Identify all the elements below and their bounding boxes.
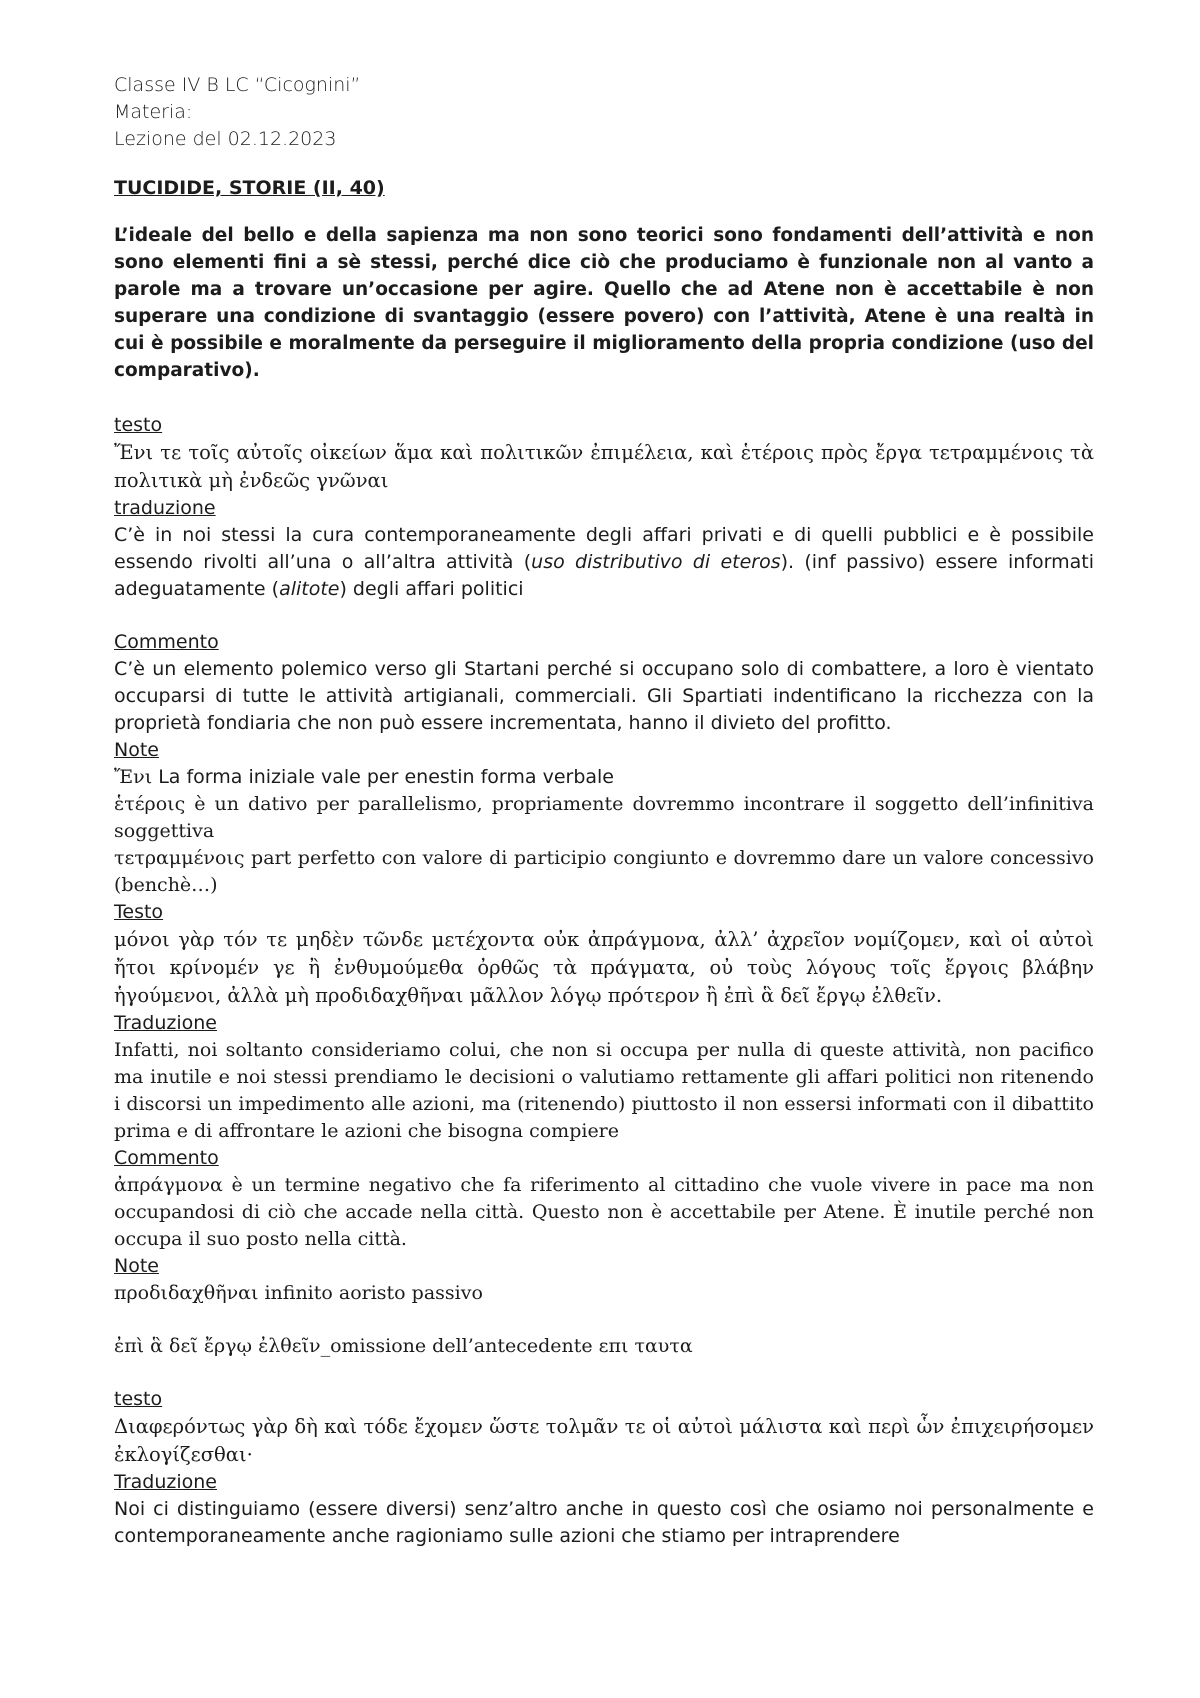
header-class: Classe IV B LC “Cicognini” <box>114 74 361 96</box>
label-notes: Note <box>114 739 159 761</box>
document-title: TUCIDIDE, STORIE (II, 40) <box>114 177 385 199</box>
note-line: προδιδαχθῆναι infinito aoristo passivo <box>114 1282 483 1304</box>
note-line <box>114 845 1094 899</box>
note-greek-word: τετραμμένοις <box>114 847 245 869</box>
label-text: Testo <box>114 901 164 923</box>
section-2 <box>114 899 1094 1386</box>
label-comment: Commento <box>114 1147 219 1169</box>
translation-italic: alitote <box>279 578 340 600</box>
label-translation: Traduzione <box>114 1471 217 1493</box>
translation-part: ). (inf passivo) essere informati adeguatamente ( <box>114 551 1094 600</box>
greek-text: Διαφερόντως γὰρ δὴ καὶ τόδε ἔχομεν ὥστε τολμᾶν τε οἱ αὐτοὶ μάλιστα καὶ περὶ ὧν ἐπιχειρήσομεν ἐκλογίζεσθαι· <box>114 1415 1094 1466</box>
label-translation: Traduzione <box>114 1012 217 1034</box>
translation-paragraph <box>114 522 1094 603</box>
note-line <box>114 764 1094 791</box>
translation-part: ) degli affari politici <box>339 578 524 600</box>
note-line: ἐπὶ ἃ δεῖ ἔργῳ ἐλθεῖν_omissione dell’antecedente επι ταυτα <box>114 1335 693 1357</box>
section-1 <box>114 412 1094 899</box>
note-greek-word: Ἔνι <box>114 766 153 788</box>
label-translation: traduzione <box>114 497 216 519</box>
intro-paragraph: L’ideale del bello e della sapienza ma non sono teorici sono fondamenti dell’attività e non sono elementi fini a sè stessi, perché dice ciò che produciamo è funzionale non al vanto a parole ma a trovare un’occasione per agire. Quello che ad Atene non è accettabile è non superare una condizione di svantaggio (essere povero) con l’attività, Atene è una realtà in cui è possibile e moralmente da perseguire il miglioramento della propria condizione (uso del comparativo). <box>114 225 1094 381</box>
comment-paragraph: ἀπράγμονα è un termine negativo che fa riferimento al cittadino che vuole vivere in pace ma non occupandosi di ciò che accade nella città. Questo non è accettabile per Atene. È inutile perché non occupa il suo posto nella città. <box>114 1174 1094 1250</box>
note-text: La forma iniziale vale per enestin forma verbale <box>152 766 614 788</box>
note-line: ἑτέροις è un dativo per parallelismo, propriamente dovremmo incontrare il soggetto dell’infinitiva soggettiva <box>114 793 1094 842</box>
label-text: testo <box>114 414 163 436</box>
translation-part: C’è in noi stessi la cura contemporaneamente degli affari privati e di quelli pubblici e è possibile essendo rivolti all’una o all’altra attività ( <box>114 524 1094 573</box>
greek-text: μόνοι γὰρ τόν τε μηδὲν τῶνδε μετέχοντα οὐκ ἀπράγμονα, ἀλλ’ ἀχρεῖον νομίζομεν, καὶ οἱ αὐτοὶ ἤτοι κρίνομέν γε ἢ ἐνθυμούμεθα ὀρθῶς τὰ πράγματα, οὐ τοὺς λόγους τοῖς ἔργοις βλάβην ἡγούμενοι, ἀλλὰ μὴ προδιδαχθῆναι μᾶλλον λόγῳ πρότερον ἢ ἐπὶ ἃ δεῖ ἔργῳ ἐλθεῖν. <box>114 928 1094 1007</box>
note-text: part perfetto con valore di participio congiunto e dovremmo dare un valore concessivo (benchè…) <box>114 847 1094 896</box>
label-text: testo <box>114 1388 163 1410</box>
section-3 <box>114 1386 1094 1550</box>
document-header <box>114 72 1094 153</box>
translation-italic: uso distributivo di eteros <box>531 551 781 573</box>
header-lesson-date: Lezione del 02.12.2023 <box>114 128 337 150</box>
greek-text: Ἔνι τε τοῖς αὐτοῖς οἰκείων ἅμα καὶ πολιτικῶν ἐπιμέλεια, καὶ ἑτέροις πρὸς ἔργα τετραμμένοις τὰ πολιτικὰ μὴ ἐνδεῶς γνῶναι <box>114 441 1094 492</box>
comment-paragraph: C’è un elemento polemico verso gli Startani perché si occupano solo di combattere, a loro è vientato occuparsi di tutte le attività artigianali, commerciali. Gli Spartiati indentificano la ricchezza con la proprietà fondiaria che non può essere incrementata, hanno il divieto del profitto. <box>114 658 1094 734</box>
label-notes: Note <box>114 1255 159 1277</box>
label-comment: Commento <box>114 631 219 653</box>
translation-paragraph: Noi ci distinguiamo (essere diversi) senz’altro anche in questo così che osiamo noi personalmente e contemporaneamente anche ragioniamo sulle azioni che stiamo per intraprendere <box>114 1498 1094 1547</box>
translation-paragraph: Infatti, noi soltanto consideriamo colui, che non si occupa per nulla di queste attività, non pacifico ma inutile e noi stessi prendiamo le decisioni o valutiamo rettamente gli affari politici non ritenendo i discorsi un impedimento alle azioni, ma (ritenendo) piuttosto il non essersi informati con il dibattito prima e di affrontare le azioni che bisogna compiere <box>114 1039 1094 1142</box>
header-subject: Materia: <box>114 101 193 123</box>
